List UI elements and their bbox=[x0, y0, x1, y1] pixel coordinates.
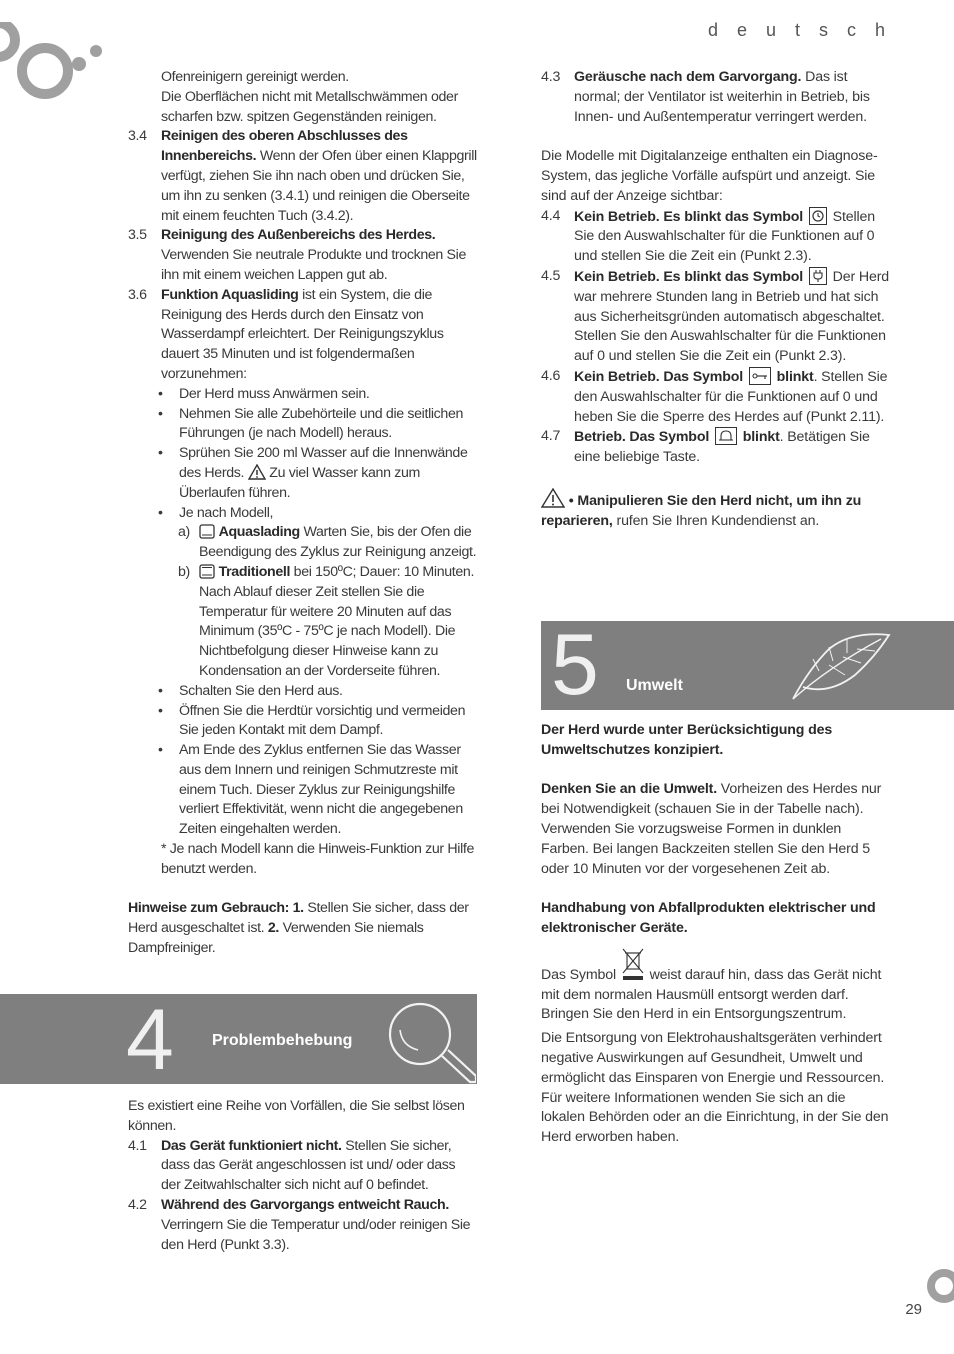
section-title: Betrieb. Das Symbol bbox=[574, 429, 710, 446]
hints-label: Hinweise zum Gebrauch: bbox=[128, 900, 290, 917]
option-letter: a) bbox=[178, 524, 190, 541]
section-3-4 bbox=[128, 127, 478, 226]
section-text: Verwenden Sie neutrale Produkte und trocknen Sie ihn mit einem weichen Lappen gut ab. bbox=[161, 247, 466, 283]
section-3-5 bbox=[128, 226, 478, 285]
bell-icon bbox=[715, 427, 737, 445]
section-4-1 bbox=[128, 1137, 478, 1196]
hint-text: Stellen Sie sicher, dass der Herd ausgeschaltet ist. bbox=[128, 900, 469, 937]
section-text: Das ist normal; der Ventilator ist weiterhin in Betrieb, bis Innen- und Außentemperatur verringert werden. bbox=[574, 69, 870, 125]
section-title: Geräusche nach dem Garvorgang. bbox=[574, 69, 802, 85]
magnifier-icon bbox=[386, 1000, 476, 1084]
banner-number: 5 bbox=[551, 617, 599, 713]
section-text: Stellen Sie sicher, dass das Gerät angeschlossen ist und/ oder dass der Zeitwahlschalter sich nicht auf 0 befindet. bbox=[161, 1137, 456, 1194]
left-column bbox=[128, 68, 478, 959]
section-number: 4.5 bbox=[541, 267, 561, 284]
plug-icon bbox=[809, 267, 827, 285]
warning-bold: • Manipulieren Sie den Herd nicht, um ihn zu reparieren, bbox=[541, 492, 862, 529]
waste-heading: Handhabung von Abfallprodukten elektrischer und elektronischer Geräte. bbox=[541, 900, 876, 936]
bullet-item bbox=[128, 444, 478, 503]
section-title: Funktion Aquasliding bbox=[161, 286, 299, 303]
section-text: . Stellen Sie den Auswahlschalter für die Funktionen auf 0 und heben Sie die Sperre des Herdes auf (Punkt 2.11). bbox=[574, 368, 888, 425]
section-5-content bbox=[541, 721, 891, 1148]
symbol-paragraph bbox=[541, 947, 891, 1025]
option-letter: b) bbox=[178, 563, 190, 580]
hint-number: 2. bbox=[264, 920, 279, 937]
section-text: . Betätigen Sie eine beliebige Taste. bbox=[574, 429, 870, 466]
section-title: Während des Garvorgangs entweicht Rauch. bbox=[161, 1196, 449, 1213]
section-number: 3.5 bbox=[128, 227, 147, 244]
section-title: Das Gerät funktioniert nicht. bbox=[161, 1137, 342, 1154]
clock-icon bbox=[809, 207, 827, 225]
section-text: Der Herd war mehrere Stunden lang in Betrieb und hat sich aus Sicherheitsgründen automatisch abgeschaltet. Stellen Sie den Auswahlschalter für die Funktionen auf 0 und stellen Sie die Zeit ein (Punkt 2.3). bbox=[574, 268, 890, 365]
banner-title: Problembehebung bbox=[212, 1032, 353, 1049]
environment-heading: Der Herd wurde unter Berücksichtigung des Umweltschutzes konzipiert. bbox=[541, 722, 833, 758]
disposal-paragraph: Die Entsorgung von Elektrohaushaltsgeräten verhindert negative Auswirkungen auf Gesundheit, Umwelt und ermöglicht das Einsparen von Energie und Ressourcen. bbox=[541, 1030, 885, 1086]
section-4-banner bbox=[0, 992, 477, 1088]
bullet-item: • Schalten Sie den Herd aus. bbox=[128, 682, 478, 702]
section-number: 3.4 bbox=[128, 128, 147, 145]
section-title: Kein Betrieb. Es blinkt das Symbol bbox=[574, 208, 804, 225]
banner-number: 4 bbox=[126, 992, 174, 1088]
section-text: Stellen Sie den Auswahlschalter für die Funktionen auf 0 und stellen Sie die Zeit ein (Punkt 2.3). bbox=[574, 208, 875, 265]
option-title: Aquaslading bbox=[218, 524, 300, 541]
section-number: 4.4 bbox=[541, 207, 561, 224]
oven-aquasliding-icon bbox=[199, 524, 215, 539]
section-title-suffix: blinkt bbox=[772, 368, 814, 385]
symbol-text-b: weist darauf hin, dass das Gerät nicht mit dem normalen Hausmüll entsorgt werden darf. Bringen Sie den Herd in ein Entsorgungszentrum. bbox=[541, 966, 882, 1023]
right-column bbox=[541, 68, 891, 531]
section-title: Kein Betrieb. Das Symbol bbox=[574, 368, 744, 385]
section-text: Verringern Sie die Temperatur und/oder reinigen Sie den Herd (Punkt 3.3). bbox=[161, 1216, 471, 1253]
bullet-text: Zu viel Wasser kann zum Überlaufen führen. bbox=[179, 464, 420, 501]
section-number: 3.6 bbox=[128, 286, 147, 303]
bullet-text: Sprühen Sie 200 ml Wasser auf die Innenwände des Herds. bbox=[179, 445, 468, 481]
option-aquasliding bbox=[128, 523, 478, 563]
page-number: 29 bbox=[905, 1301, 922, 1318]
bullet-item: • Nehmen Sie alle Zubehörteile und die seitlichen Führungen (je nach Modell) heraus. bbox=[128, 405, 478, 445]
section-title: Reinigung des Außenbereichs des Herdes. bbox=[161, 227, 436, 244]
warning-note bbox=[541, 488, 891, 532]
leaf-icon bbox=[789, 629, 893, 701]
bullet-item: • Je nach Modell, bbox=[128, 504, 478, 524]
warning-text: rufen Sie Ihren Kundendienst an. bbox=[612, 512, 820, 529]
option-text: Warten Sie, bis der Ofen die Beendigung des Zyklus zur Reinigung anzeigt. bbox=[199, 524, 477, 561]
section-number: 4.3 bbox=[541, 69, 561, 85]
banner-title: Umwelt bbox=[626, 677, 683, 694]
section-number: 4.7 bbox=[541, 428, 561, 445]
section-number: 4.2 bbox=[128, 1196, 147, 1213]
section-number: 4.1 bbox=[128, 1137, 147, 1154]
think-text: Vorheizen des Herdes nur bei Notwendigkeit (schauen Sie in der Tabelle nach). Verwenden Sie vorzugsweise Formen in dunklen Farben. Bei langen Backzeiten stellen Sie den Herd 5 oder 10 Minuten vor der vorgesehenen Zeit ab. bbox=[541, 781, 882, 877]
option-title: Traditionell bbox=[218, 563, 291, 580]
section-title: Kein Betrieb. Es blinkt das Symbol bbox=[574, 268, 804, 285]
language-label: d e u t s c h bbox=[707, 20, 892, 40]
bullet-item: • Am Ende des Zyklus entfernen Sie das Wasser aus dem Innern und reinigen Schmutzreste mit einem Tuch. Dieser Zyklus zur Reinigungshilfe verliert Effektivität, wenn nicht die angegebenen Zeiten eingehalten werden. bbox=[128, 741, 478, 840]
usage-hints bbox=[128, 899, 478, 958]
hint-number: 1. bbox=[289, 900, 304, 917]
section-4-6 bbox=[541, 367, 891, 427]
section-number: 4.6 bbox=[541, 367, 561, 384]
diagnosis-intro: Die Modelle mit Digitalanzeige enthalten ein Diagnose-System, das jegliche Vorfälle aufspürt und anzeigt. Sie sind auf der Anzeige sichtbar: bbox=[541, 148, 878, 204]
section-title-suffix: blinkt bbox=[738, 429, 780, 446]
section-4-5 bbox=[541, 267, 891, 367]
footnote: * Je nach Modell kann die Hinweis-Funktion zur Hilfe benutzt werden. bbox=[161, 841, 474, 877]
info-paragraph: Für weitere Informationen wenden Sie sich an die lokalen Behörden oder an die Einrichtung, in der Sie den Herd erworben haben. bbox=[541, 1089, 889, 1146]
intro-line-1: Ofenreinigern gereinigt werden. bbox=[161, 69, 349, 85]
intro-line-2: Die Oberflächen nicht mit Metallschwämmen oder scharfen bzw. spitzen Gegenständen reinigen. bbox=[161, 88, 458, 125]
crossed-bin-icon bbox=[620, 947, 646, 981]
option-text: bei 150ºC; Dauer: 10 Minuten. Nach Ablauf dieser Zeit stellen Sie die Temperatur für weitere 20 Minuten auf das Minimum (35ºC - 75ºC je nach Modell). Die Nichtbefolgung dieser Hinweise kann zu Kondensation an der Vorderseite führen. bbox=[199, 563, 475, 679]
bullet-item: • Der Herd muss Anwärmen sein. bbox=[128, 385, 478, 405]
oven-traditional-icon bbox=[199, 564, 215, 579]
think-bold: Denken Sie an die Umwelt. bbox=[541, 781, 718, 798]
warning-icon bbox=[541, 488, 565, 508]
brand-logo-circles bbox=[0, 22, 110, 104]
section-text: ist ein System, die die Reinigung des Herds durch den Einsatz von Wasserdampf erleichtert. Der Reinigungszyklus dauert 35 Minuten und ist folgendermaßen vorzunehmen: bbox=[161, 286, 444, 382]
key-lock-icon bbox=[749, 367, 771, 385]
section-title: Reinigen des oberen Abschlusses des Innenbereichs. bbox=[161, 128, 408, 165]
intro-4: Es existiert eine Reihe von Vorfällen, die Sie selbst lösen können. bbox=[128, 1098, 465, 1134]
section-3-6 bbox=[128, 286, 478, 385]
section-4-content bbox=[128, 1097, 478, 1255]
section-4-2 bbox=[128, 1196, 478, 1255]
symbol-text-a: Das Symbol bbox=[541, 966, 620, 983]
section-5-banner bbox=[541, 617, 954, 713]
bullet-item: • Öffnen Sie die Herdtür vorsichtig und vermeiden Sie jeden Kontakt mit dem Dampf. bbox=[128, 702, 478, 742]
warning-icon bbox=[248, 464, 266, 480]
option-traditionell bbox=[128, 563, 478, 682]
corner-circle-decoration bbox=[920, 1266, 954, 1306]
section-4-4 bbox=[541, 207, 891, 267]
hint-text: Verwenden Sie niemals Dampfreiniger. bbox=[128, 920, 424, 957]
section-4-7 bbox=[541, 427, 891, 468]
section-4-3 bbox=[541, 68, 891, 127]
section-text: Wenn der Ofen über einen Klappgrill verfügt, ziehen Sie ihn nach oben und drücken Sie, um ihn zu senken (3.4.1) und reinigen die Oberseite mit einem feuchten Tuch (3.4.2). bbox=[161, 148, 477, 224]
think-environment bbox=[541, 780, 891, 879]
